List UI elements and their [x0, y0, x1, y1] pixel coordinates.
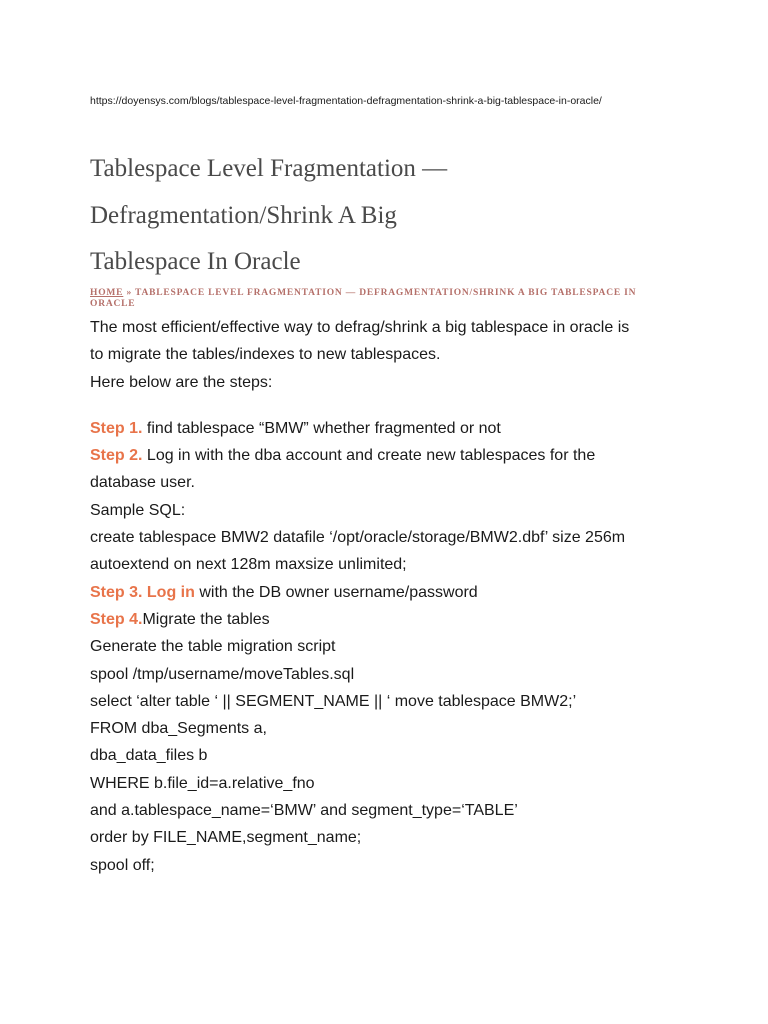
page-title — [90, 146, 690, 286]
step-1-label: Step 1. — [90, 419, 143, 437]
step-1-text: find tablespace “BMW” whether fragmented or not — [142, 419, 501, 437]
step-2-continuation: database user. — [90, 474, 195, 492]
intro-line: The most efficient/effective way to defrag/shrink a big tablespace in oracle is — [90, 319, 630, 336]
code-line: dba_data_files b — [90, 747, 208, 765]
code-line: order by FILE_NAME,segment_name; — [90, 829, 362, 847]
intro-line: to migrate the tables/indexes to new tablespaces. — [90, 346, 441, 364]
code-line: and a.tablespace_name=‘BMW’ and segment_type=‘TABLE’ — [90, 802, 518, 820]
source-url[interactable]: https://doyensys.com/blogs/tablespace-level-fragmentation-defragmentation-shrink-a-big-tablespace-in-oracle/ — [90, 95, 602, 107]
sample-sql-label: Sample SQL: — [90, 501, 186, 519]
migration-script-label: Generate the table migration script — [90, 638, 336, 656]
step-3-label: Step 3. Log in — [90, 583, 195, 601]
step-4-text: Migrate the tables — [142, 610, 270, 628]
breadcrumb-home-link[interactable]: HOME — [90, 288, 124, 298]
step-4 — [90, 606, 690, 633]
code-line: WHERE b.file_id=a.relative_fno — [90, 774, 315, 792]
breadcrumb — [90, 288, 670, 309]
step-2-text: Log in with the dba account and create new tablespaces for the — [142, 447, 596, 465]
breadcrumb-separator: » — [123, 288, 136, 298]
step-3-text: with the DB owner username/password — [194, 583, 478, 601]
intro-line: Here below are the steps: — [90, 373, 273, 391]
article-body — [90, 314, 690, 879]
sql-line: autoextend on next 128m maxsize unlimited; — [90, 556, 407, 574]
step-2 — [90, 442, 690, 469]
code-line: spool off; — [90, 856, 155, 874]
title-line-3: Tablespace In Oracle — [90, 248, 301, 275]
title-line-2: Defragmentation/Shrink A Big — [90, 201, 397, 229]
code-line: spool /tmp/username/moveTables.sql — [90, 665, 355, 683]
step-4-label: Step 4. — [90, 610, 143, 628]
step-1 — [90, 415, 690, 442]
step-3 — [90, 579, 690, 606]
breadcrumb-current: TABLESPACE LEVEL FRAGMENTATION — DEFRAGMENTATION/SHRINK A BIG TABLESPACE IN ORACLE — [90, 288, 637, 309]
code-line: FROM dba_Segments a, — [90, 720, 267, 738]
sql-line: create tablespace BMW2 datafile ‘/opt/oracle/storage/BMW2.dbf’ size 256m — [90, 529, 626, 547]
title-line-1: Tablespace Level Fragmentation — — [90, 155, 448, 182]
step-2-label: Step 2. — [90, 447, 143, 465]
code-line: select ‘alter table ‘ || SEGMENT_NAME || ‘ move tablespace BMW2;’ — [90, 692, 577, 710]
paragraph-gap — [90, 396, 690, 415]
